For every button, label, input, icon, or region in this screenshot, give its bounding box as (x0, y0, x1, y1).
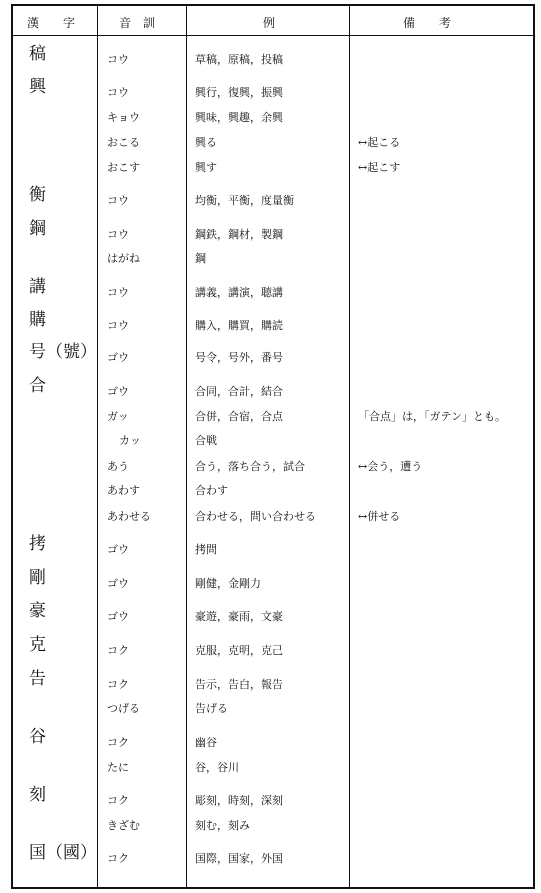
example-cell: 鋼 (195, 252, 206, 265)
kanji-cell: 合 (29, 376, 46, 396)
kanji-cell: 興 (29, 77, 46, 97)
example-cell: 合戦 (195, 434, 217, 447)
reading-cell: ゴウ (107, 543, 129, 556)
example-cell: 告示，告白，報告 (195, 678, 283, 691)
reading-cell: コク (107, 852, 129, 865)
kanji-cell: 号（號） (29, 342, 97, 362)
example-cell: 合わせる，問い合わせる (195, 510, 316, 523)
table-border-top (11, 4, 535, 6)
header-note: 備 考 (403, 16, 452, 30)
example-cell: 刻む，刻み (195, 819, 250, 832)
reading-cell: カッ (119, 434, 141, 447)
kanji-cell: 鋼 (29, 219, 46, 239)
example-cell: 彫刻，時刻，深刻 (195, 794, 283, 807)
reading-cell: ゴウ (107, 351, 129, 364)
reading-cell: コク (107, 794, 129, 807)
example-cell: 講義，講演，聴講 (195, 286, 283, 299)
note-cell: ↔併せる (358, 510, 401, 523)
example-cell: 均衡，平衡，度量衡 (195, 194, 294, 207)
kanji-cell: 剛 (29, 568, 46, 588)
kanji-cell: 国（國） (29, 843, 97, 863)
example-cell: 購入，購買，購読 (195, 319, 283, 332)
reading-cell: ガッ (107, 410, 129, 423)
reading-cell: コウ (107, 86, 129, 99)
example-cell: 谷，谷川 (195, 761, 239, 774)
example-cell: 国際，国家，外国 (195, 852, 283, 865)
reading-cell: おこる (107, 136, 140, 149)
column-divider (186, 4, 187, 889)
kanji-cell: 衡 (29, 185, 46, 205)
kanji-cell: 拷 (29, 534, 46, 554)
header-reading: 音 訓 (119, 16, 156, 30)
example-cell: 興味，興趣，余興 (195, 111, 283, 124)
reading-cell: ゴウ (107, 610, 129, 623)
header-rule (11, 35, 535, 36)
reading-cell: コク (107, 736, 129, 749)
kanji-cell: 刻 (29, 785, 46, 805)
example-cell: 合併，合宿，合点 (195, 410, 283, 423)
example-cell: 草稿，原稿，投稿 (195, 53, 283, 66)
example-cell: 幽谷 (195, 736, 217, 749)
example-cell: 合わす (195, 484, 228, 497)
example-cell: 豪遊，豪雨，文豪 (195, 610, 283, 623)
table-border-right (533, 4, 535, 889)
example-cell: 告げる (195, 702, 228, 715)
reading-cell: あう (107, 460, 129, 473)
kanji-cell: 克 (29, 635, 46, 655)
example-cell: 合う，落ち合う，試合 (195, 460, 305, 473)
example-cell: 興す (195, 161, 217, 174)
column-divider (97, 4, 98, 889)
example-cell: 拷問 (195, 543, 217, 556)
reading-cell: きざむ (107, 819, 140, 832)
reading-cell: ゴウ (107, 385, 129, 398)
header-example: 例 (263, 16, 276, 30)
kanji-cell: 告 (29, 669, 46, 689)
kanji-cell: 谷 (29, 727, 46, 747)
reading-cell: おこす (107, 161, 140, 174)
reading-cell: ゴウ (107, 577, 129, 590)
header-kanji: 漢 字 (27, 16, 76, 30)
reading-cell: たに (107, 761, 129, 774)
note-cell: ↔起こす (358, 161, 401, 174)
reading-cell: キョウ (107, 111, 140, 124)
kanji-cell: 豪 (29, 601, 46, 621)
example-cell: 剛健，金剛力 (195, 577, 261, 590)
reading-cell: はがね (107, 252, 140, 265)
reading-cell: つげる (107, 702, 140, 715)
example-cell: 合同，合計，結合 (195, 385, 283, 398)
kanji-cell: 稿 (29, 44, 46, 64)
reading-cell: コウ (107, 228, 129, 241)
note-cell: ↔起こる (358, 136, 401, 149)
reading-cell: コウ (107, 53, 129, 66)
reading-cell: コウ (107, 286, 129, 299)
example-cell: 興行，復興，振興 (195, 86, 283, 99)
kanji-cell: 講 (29, 277, 46, 297)
reading-cell: コウ (107, 194, 129, 207)
kanji-reading-table (11, 4, 535, 889)
example-cell: 興る (195, 136, 217, 149)
table-border-bottom (11, 887, 535, 889)
reading-cell: コク (107, 644, 129, 657)
reading-cell: コク (107, 678, 129, 691)
note-cell: ↔会う，遭う (358, 460, 423, 473)
reading-cell: あわせる (107, 510, 151, 523)
example-cell: 克服，克明，克己 (195, 644, 283, 657)
reading-cell: コウ (107, 319, 129, 332)
note-cell: 「合点」は，「ガテン」とも。 (358, 410, 506, 423)
reading-cell: あわす (107, 484, 140, 497)
column-divider (349, 4, 350, 889)
example-cell: 号令，号外，番号 (195, 351, 283, 364)
table-border-left (11, 4, 13, 889)
kanji-cell: 購 (29, 310, 46, 330)
example-cell: 鋼鉄，鋼材，製鋼 (195, 228, 283, 241)
